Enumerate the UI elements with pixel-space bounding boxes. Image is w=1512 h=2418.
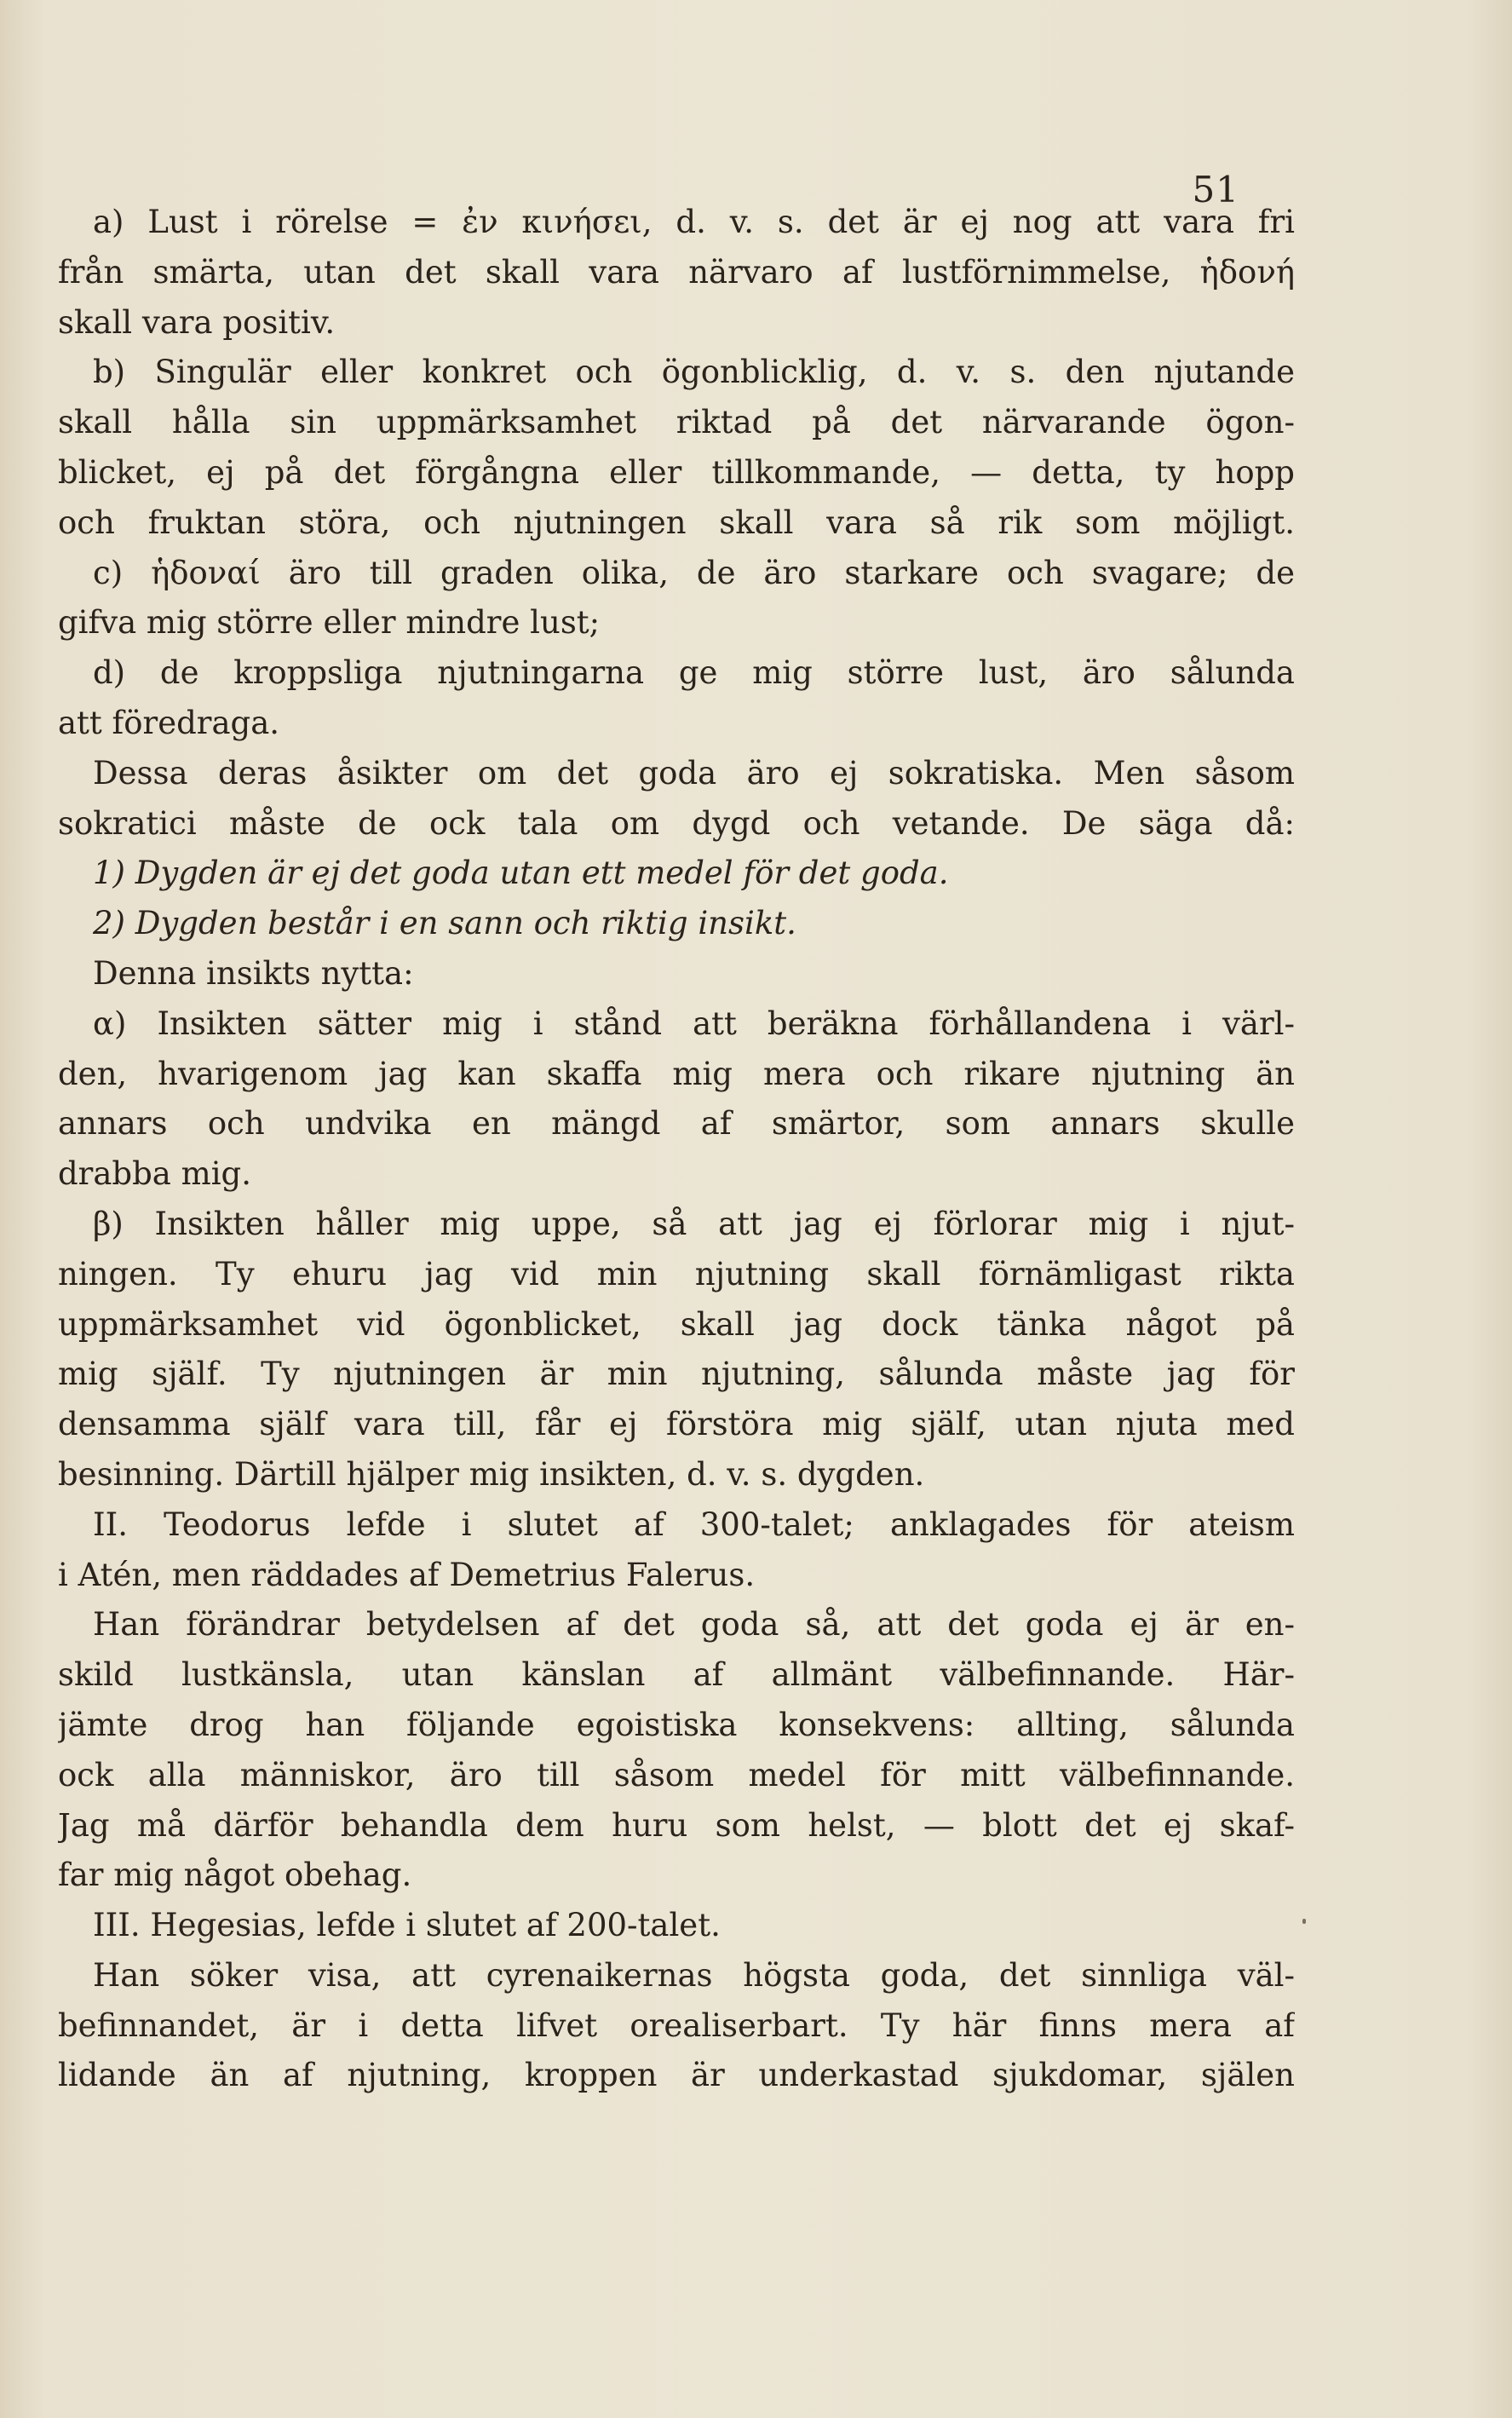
text-line: d) de kroppsliga njutningarna ge mig större lust, äro sålunda (93, 654, 1295, 692)
page-text (58, 198, 1295, 2101)
text-line: 2) Dygden består i en sann och riktig insikt. (93, 905, 796, 942)
text-line: uppmärksamhet vid ögonblicket, skall jag dock tänka något på (58, 1305, 1295, 1343)
text-line: mig själf. Ty njutningen är min njutning, sålunda måste jag för (58, 1356, 1295, 1393)
page-number: 51 (1192, 169, 1239, 210)
text-line: Han söker visa, att cyrenaikernas högsta goda, det sinnliga väl- (93, 1956, 1295, 1994)
text-line: skild lustkänsla, utan känslan af allmänt välbefinnande. Här- (58, 1656, 1295, 1694)
text-line: c) ἡδοναί äro till graden olika, de äro starkare och svagare; de (93, 554, 1295, 591)
text-line: III. Hegesias, lefde i slutet af 200-talet. (93, 1907, 721, 1944)
text-line: β) Insikten håller mig uppe, så att jag ej förlorar mig i njut- (93, 1205, 1295, 1242)
text-line: sokratici måste de ock tala om dygd och vetande. De säga då: (58, 804, 1295, 842)
text-line: jämte drog han följande egoistiska konsekvens: allting, sålunda (58, 1706, 1295, 1743)
text-line: densamma själf vara till, får ej förstöra mig själf, utan njuta med (58, 1406, 1295, 1443)
paper-speck (1302, 1919, 1306, 1924)
text-line: 1) Dygden är ej det goda utan ett medel för det goda. (93, 855, 949, 892)
text-line: lidande än af njutning, kroppen är underkastad sjukdomar, själen (58, 2057, 1295, 2094)
text-line: blicket, ej på det förgångna eller tillkommande, — detta, ty hopp (58, 453, 1295, 491)
text-line: b) Singulär eller konkret och ögonblicklig, d. v. s. den njutande (93, 354, 1295, 391)
text-line: och fruktan störa, och njutningen skall vara så rik som möjligt. (58, 504, 1295, 541)
text-line: II. Teodorus lefde i slutet af 300-talet; anklagades för ateism (93, 1505, 1295, 1543)
text-line: från smärta, utan det skall vara närvaro af lustförnimmelse, ἡδονή (58, 253, 1295, 291)
text-line: Jag må därför behandla dem huru som helst, — blott det ej skaf- (58, 1806, 1295, 1844)
text-line: α) Insikten sätter mig i stånd att beräkna förhållandena i värl- (93, 1005, 1295, 1042)
text-line: skall vara positiv. (58, 303, 336, 341)
text-line: befinnandet, är i detta lifvet orealiserbart. Ty här finns mera af (58, 2006, 1295, 2044)
text-line: gifva mig större eller mindre lust; (58, 604, 601, 642)
text-line: ningen. Ty ehuru jag vid min njutning skall förnämligast rikta (58, 1255, 1295, 1292)
text-line: a) Lust i rörelse = ἐν κινήσει, d. v. s. det är ej nog att vara fri (93, 204, 1295, 240)
text-line: att föredraga. (58, 704, 280, 741)
text-line: drabba mig. (58, 1155, 251, 1193)
text-line: far mig något obehag. (58, 1857, 412, 1894)
text-line: Denna insikts nytta: (93, 954, 414, 992)
text-line: besinning. Därtill hjälper mig insikten, d. v. s. dygden. (58, 1455, 925, 1493)
text-line: Han förändrar betydelsen af det goda så, att det goda ej är en- (93, 1606, 1295, 1644)
text-line: den, hvarigenom jag kan skaffa mig mera och rikare njutning än (58, 1055, 1295, 1092)
text-line: annars och undvika en mängd af smärtor, som annars skulle (58, 1105, 1295, 1143)
text-line: i Atén, men räddades af Demetrius Falerus. (58, 1556, 756, 1593)
text-line: Dessa deras åsikter om det goda äro ej sokratiska. Men såsom (93, 754, 1295, 792)
text-line: skall hålla sin uppmärksamhet riktad på det närvarande ögon- (58, 404, 1295, 441)
text-line: ock alla människor, äro till såsom medel för mitt välbefinnande. (58, 1756, 1295, 1793)
